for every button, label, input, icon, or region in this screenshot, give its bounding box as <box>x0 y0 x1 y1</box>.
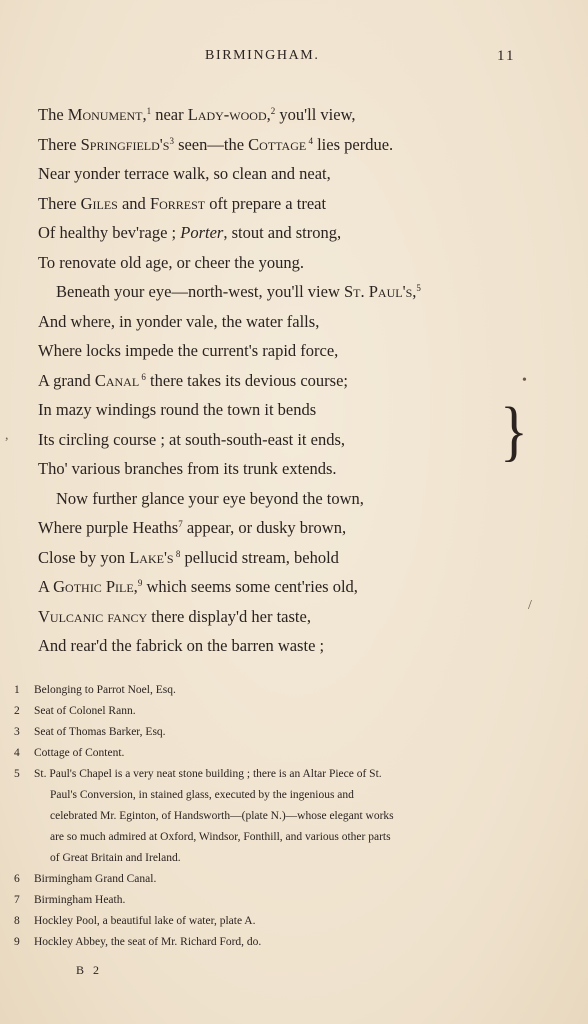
poem-text: Beneath your eye—north-west, you'll view <box>56 282 344 301</box>
footnote-number: 1 <box>14 684 20 696</box>
footnote-number: 3 <box>14 726 20 738</box>
poem-text: Vulcanic fancy <box>38 606 148 626</box>
poem-line <box>38 307 558 337</box>
poem-line <box>38 631 558 661</box>
poem-text: and <box>117 193 150 213</box>
running-title: BIRMINGHAM. <box>205 48 320 63</box>
poem-text: The <box>38 105 68 124</box>
poem-line <box>38 218 558 248</box>
footnote <box>14 932 534 953</box>
poem-text: There <box>38 193 81 213</box>
poem-line <box>38 130 558 160</box>
poem-text: Its circling course ; at south-south-east it ends, <box>38 429 346 449</box>
footnote-continuation: Paul's Conversion, in stained glass, executed by the ingenious and <box>50 789 354 801</box>
ink-speck: , <box>5 428 9 443</box>
footnote-text: Hockley Abbey, the seat of Mr. Richard Ford, do. <box>34 936 262 948</box>
poem-line <box>38 189 558 219</box>
poem-text: oft prepare a treat <box>205 193 327 213</box>
poem-text: Monument, <box>67 105 147 124</box>
footnote-text: Belonging to Parrot Noel, Esq. <box>34 684 176 696</box>
footnote-text: Seat of Colonel Rann. <box>34 705 136 717</box>
footnote-ref: 1 <box>146 106 152 116</box>
poem-text: which seems some cent'ries old, <box>142 577 358 596</box>
poem-text: A <box>38 577 54 596</box>
poem-text: Porter <box>180 223 224 242</box>
poem-text: Forrest <box>149 193 206 213</box>
poem-text: Lady-wood, <box>187 105 271 124</box>
poem-text: Of healthy bev'rage ; <box>38 223 181 242</box>
poem-text: there display'd her taste, <box>147 606 311 626</box>
poem-text: There <box>38 134 81 154</box>
footnote-text: Cottage of Content. <box>34 747 125 759</box>
poem-text: there takes its devious course; <box>145 370 348 390</box>
footnote-ref: 3 <box>169 135 174 146</box>
poem-line <box>38 454 558 484</box>
footnote-number: 9 <box>14 936 20 948</box>
footnote-number: 7 <box>14 894 20 906</box>
poem-text: Close by yon <box>38 547 130 567</box>
page-number: 11 <box>497 48 516 64</box>
footnote-number: 4 <box>14 747 20 759</box>
poem-text: lies perdue. <box>312 134 394 154</box>
footnote-ref: 6 <box>139 371 146 382</box>
footnote-text: St. Paul's Chapel is a very neat stone building ; there is an Altar Piece of St. <box>34 768 382 780</box>
poem-line <box>38 366 558 396</box>
poem-text: appear, or dusky brown, <box>182 518 347 537</box>
poem-text: Tho' various branches from its trunk extends. <box>38 459 337 478</box>
ink-mark: / <box>528 598 532 613</box>
poem-body <box>38 100 558 661</box>
footnote-ref: 8 <box>173 548 181 559</box>
running-head <box>0 48 588 68</box>
poem-text: Canal <box>94 370 140 390</box>
footnote-text: Hockley Pool, a beautiful lake of water, plate A. <box>34 915 256 927</box>
poem-line <box>38 100 558 130</box>
poem-line <box>38 543 558 573</box>
poem-line <box>38 277 558 307</box>
footnote-ref: 7 <box>178 519 183 529</box>
footnote <box>14 890 534 911</box>
footnote <box>14 722 534 743</box>
footnote-continuation: celebrated Mr. Eginton, of Handsworth—(plate N.)—whose elegant works <box>50 810 394 822</box>
footnote-number: 2 <box>14 705 20 717</box>
poem-text: Gothic Pile, <box>53 577 138 596</box>
poem-line <box>38 395 558 425</box>
poem-text: St. Paul's, <box>344 282 417 301</box>
footnote <box>14 680 534 701</box>
footnote-number: 6 <box>14 873 20 885</box>
brace-mark: } <box>500 393 528 468</box>
footnote-number: 8 <box>14 915 20 927</box>
footnote-text: Birmingham Heath. <box>34 894 126 906</box>
poem-text: Cottage <box>248 134 307 154</box>
poem-text: Springfield's <box>80 134 170 154</box>
poem-text: And where, in yonder vale, the water falls, <box>38 311 320 331</box>
poem-line <box>38 425 558 455</box>
poem-text: Lake's <box>129 547 174 567</box>
footnote <box>14 764 534 785</box>
poem-line <box>38 513 558 543</box>
poem-text: Near yonder terrace walk, so clean and neat, <box>38 164 331 183</box>
footnote-ref: 2 <box>270 106 276 116</box>
footnote <box>14 869 534 890</box>
poem-line <box>38 602 558 632</box>
footnote <box>14 911 534 932</box>
footnote-continuation: are so much admired at Oxford, Windsor, Fonthill, and various other parts <box>50 831 391 843</box>
footnote <box>14 743 534 764</box>
poem-text: A grand <box>38 370 95 390</box>
footnote-ref: 4 <box>306 135 313 146</box>
poem-text: seen—the <box>173 134 249 154</box>
footnotes <box>14 680 534 953</box>
poem-line <box>38 484 558 514</box>
footnote-text: Birmingham Grand Canal. <box>34 873 157 885</box>
poem-text: you'll view, <box>275 105 356 124</box>
poem-line <box>38 248 558 278</box>
signature-mark: B 2 <box>76 963 103 977</box>
footnote <box>14 701 534 722</box>
footnote-continuation: of Great Britain and Ireland. <box>50 852 181 864</box>
footnote-number: 5 <box>14 768 20 780</box>
poem-text: Where locks impede the current's rapid force, <box>38 341 339 360</box>
poem-line <box>38 159 558 189</box>
poem-text: , stout and strong, <box>223 223 342 242</box>
poem-line <box>38 572 558 602</box>
poem-text: Where purple Heaths <box>38 518 179 537</box>
footnote-ref: 9 <box>137 578 143 588</box>
ink-speck: • <box>522 373 527 388</box>
poem-text: pellucid stream, behold <box>180 547 339 567</box>
poem-text: Giles <box>80 193 118 213</box>
poem-text: Now further glance your eye beyond the town, <box>56 488 364 508</box>
poem-text: And rear'd the fabrick on the barren waste ; <box>38 636 325 655</box>
poem-text: In mazy windings round the town it bends <box>38 400 317 419</box>
poem-text: near <box>151 105 188 124</box>
poem-text: To renovate old age, or cheer the young. <box>38 252 304 272</box>
footnote-ref: 5 <box>416 283 421 293</box>
poem-line <box>38 336 558 366</box>
footnote-text: Seat of Thomas Barker, Esq. <box>34 726 166 738</box>
